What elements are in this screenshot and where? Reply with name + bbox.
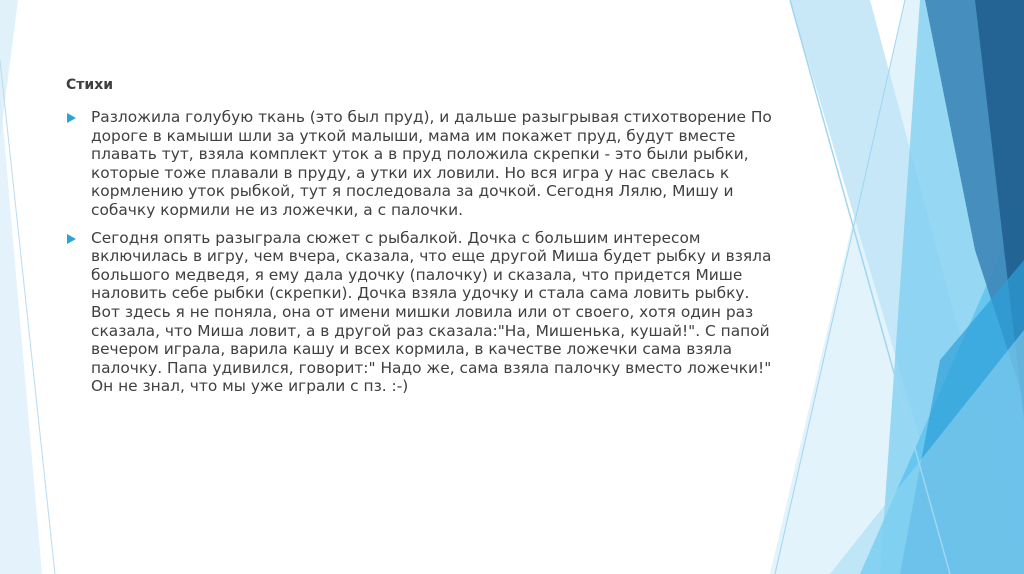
bullet-text: Сегодня опять разыграла сюжет с рыбалкой. Дочка с большим интересом включилась в игру, чем вчера, сказала, что еще другой Миша будет рыбку и взяла большого медведя, я ему дала удочку (палочку) и сказала, что придется Мише наловить себе рыбки (скрепки). Дочка взяла удочку и стала сама ловить рыбку. Вот здесь я не поняла, она от имени мишки ловила или от своего, хотя один раз сказала, что Миша ловит, а в другой раз сказала:"На, Мишенька, кушай!". С папой вечером играла, варила кашу и всех кормила, в качестве ложечки сама взяла палочку. Папа удивился, говорит:" Надо же, сама взяла палочку вместо ложечки!" Он не знал, что мы уже играли с пз. :-) — [91, 228, 772, 396]
triangle-bullet-icon — [67, 234, 76, 244]
bullet-item — [66, 108, 781, 220]
triangle-bullet-icon — [67, 113, 76, 123]
bullet-text: Разложила голубую ткань (это был пруд), и дальше разыгрывая стихотворение По дороге в камыши шли за уткой малыши, мама им покажет пруд, будут вместе плавать тут, взяла комплект уток а в пруд положила скрепки - это были рыбки, которые тоже плавали в пруду, а утки их ловили. Но вся игра у нас свелась к кормлению уток рыбкой, тут я последовала за дочкой. Сегодня Лялю, Мишу и собачку кормили не из ложечки, а с палочки. — [91, 108, 772, 219]
slide-title: Стихи — [66, 77, 114, 93]
bullet-item — [66, 229, 781, 396]
slide-content — [66, 76, 786, 405]
